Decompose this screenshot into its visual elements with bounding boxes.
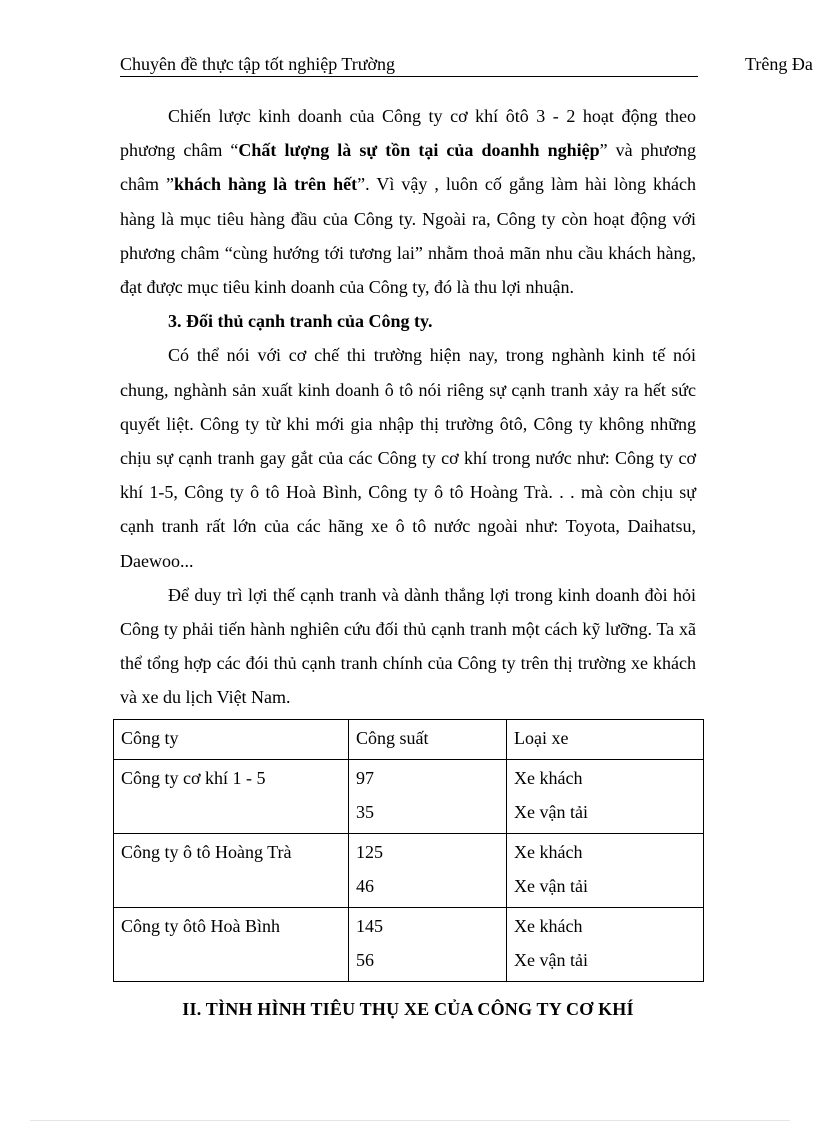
capacity-cell	[349, 908, 507, 982]
vehicle-type: Xe vận tải	[514, 802, 588, 822]
vehicle-type: Xe vận tải	[514, 950, 588, 970]
company-name: Công ty cơ khí 1 - 5	[114, 760, 349, 834]
heading-competitors: 3. Đối thủ cạnh tranh của Công ty.	[168, 311, 433, 332]
capacity-value: 35	[356, 802, 374, 822]
vehicle-type: Xe khách	[514, 842, 583, 862]
paragraph-strategy-suffix: ”. Vì vậy , luôn cố gắng làm hài lòng khách hàng là mục tiêu hàng đầu của Công ty. Ngoài ra, Công ty còn hoạt động với phương châm “cùng hướng tới tương lai” nhằm thoả mãn nhu cầu khách hàng, đạt được mục tiêu kinh doanh của Công ty, đó là thu lợi nhuận.	[120, 174, 697, 298]
table-row	[114, 834, 704, 908]
vehicle-type: Xe khách	[514, 768, 583, 788]
header-right-text: Trêng Đa	[745, 54, 813, 74]
capacity-value: 145	[356, 916, 383, 936]
competitor-table	[113, 719, 704, 982]
header-divider	[120, 76, 698, 77]
header-vehicle-type: Loại xe	[507, 720, 704, 760]
slogan-customer: khách hàng là trên hết	[174, 174, 358, 195]
slogan-quality: Chất lượng là sự tồn tại của doanhh nghiệp	[238, 140, 600, 161]
paragraph-analysis: Để duy trì lợi thế cạnh tranh và dành thắng lợi trong kinh doanh đòi hỏi Công ty phải tiến hành nghiên cứu đối thủ cạnh tranh một cách kỹ lưỡng. Ta xã thể tổng hợp các đói thủ cạnh tranh chính của Công ty trên thị trường xe khách và xe du lịch Việt Nam.	[120, 584, 696, 708]
header-capacity: Công suất	[349, 720, 507, 760]
vehicle-type-cell	[507, 834, 704, 908]
capacity-value: 46	[356, 876, 374, 896]
capacity-cell	[349, 834, 507, 908]
body-text	[120, 99, 696, 715]
company-name: Công ty ôtô Hoà Bình	[114, 908, 349, 982]
header-left-text: Chuyên đề thực tập tốt nghiệp Trường	[120, 54, 396, 74]
paragraph-competition: Có thể nói với cơ chế thi trường hiện nay, trong nghành kinh tế nói chung, nghành sản xuất kinh doanh ô tô nói riêng sự cạnh tranh xảy ra hết sức quyết liệt. Công ty từ khi mới gia nhập thị trường ôtô, Công ty không những chịu sự cạnh tranh gay gắt của các Công ty cơ khí trong nước như: Công ty cơ khí 1-5, Công ty ô tô Hoà Bình, Công ty ô tô Hoàng Trà. . . mà còn chịu sự cạnh tranh rất lớn của các hãng xe ô tô nước ngoài như: Toyota, Daihatsu, Daewoo...	[120, 345, 696, 571]
vehicle-type-cell	[507, 760, 704, 834]
footer-divider	[30, 1120, 790, 1121]
paragraph-strategy-mid: ” và phương châm ”	[120, 140, 696, 195]
table-header-row	[114, 720, 704, 760]
capacity-value: 125	[356, 842, 383, 862]
section-title: II. TÌNH HÌNH TIÊU THỤ XE CỦA CÔNG TY CƠ KHÍ	[182, 999, 634, 1019]
paragraph-strategy	[120, 99, 696, 304]
vehicle-type-cell	[507, 908, 704, 982]
vehicle-type: Xe khách	[514, 916, 583, 936]
header-company: Công ty	[114, 720, 349, 760]
table-row	[114, 908, 704, 982]
company-name: Công ty ô tô Hoàng Trà	[114, 834, 349, 908]
vehicle-type: Xe vận tải	[514, 876, 588, 896]
table-row	[114, 760, 704, 834]
capacity-value: 56	[356, 950, 374, 970]
capacity-cell	[349, 760, 507, 834]
paragraph-strategy-prefix: Chiến lược kinh doanh của Công ty cơ khí ôtô 3 - 2 hoạt động theo phương châm “	[120, 106, 696, 161]
capacity-value: 97	[356, 768, 374, 788]
